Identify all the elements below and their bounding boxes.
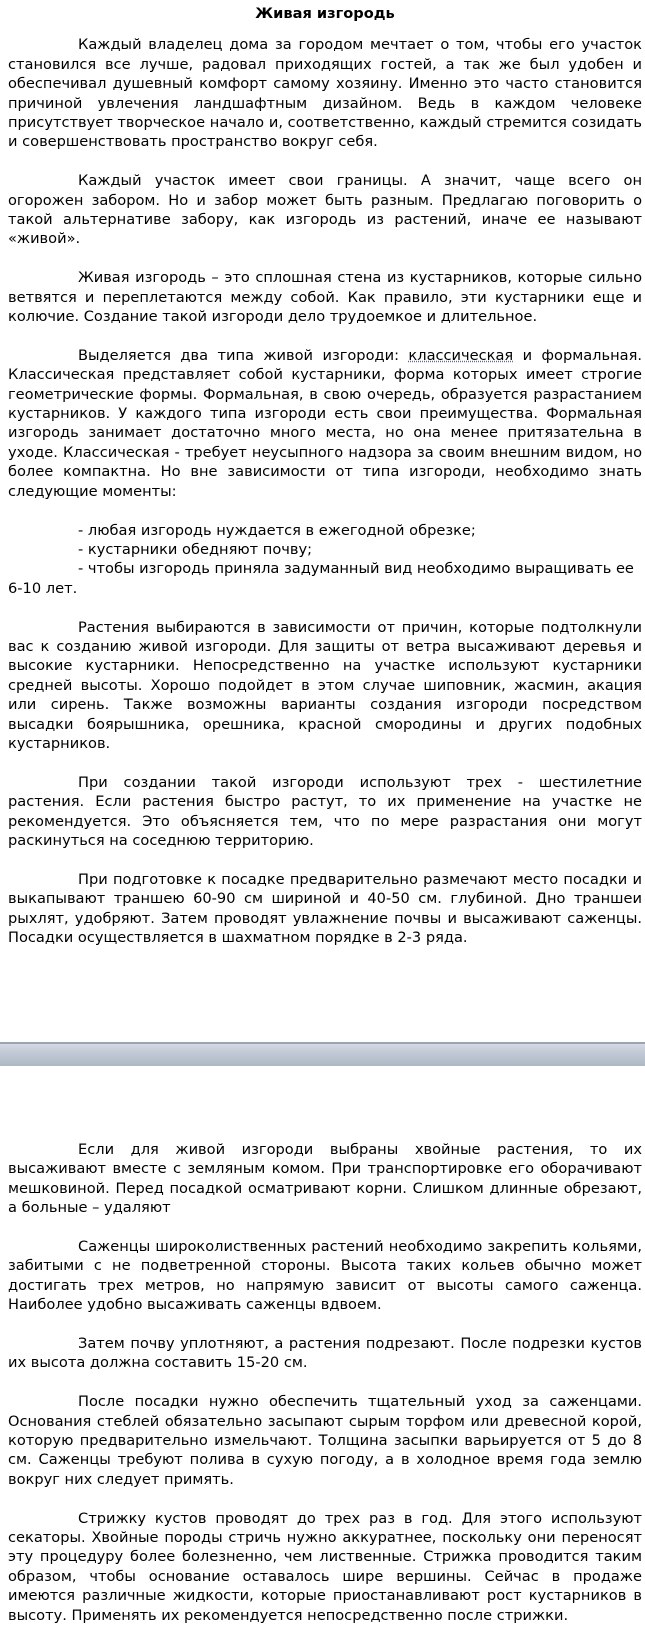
paragraph-plant-age: При создании такой изгороди используют трех - шестилетние растения. Если растения быстро растут, то их применение на участке не рекомендуется. Это объясняется тем, что по мере разрастания они могут раскинуться на соседнюю территорию.	[8, 773, 642, 849]
paragraph-pruning: Стрижку кустов проводят до трех раз в год. Для этого используют секаторы. Хвойные породы стричь нужно аккуратнее, поскольку они переносят эту процедуру более болезненно, чем лиственные. Стрижка проводится таким образом, чтобы основание оставалось шире вершины. Сейчас в продаже имеются различные жидкости, которые приостанавливают рост кустарников в высоту. Применять их рекомендуется непосредственно после стрижки.	[8, 1509, 642, 1624]
paragraph-definition: Живая изгородь – это сплошная стена из кустарников, которые сильно ветвятся и переплетаются между собой. Как правило, эти кустарники еще и колючие. Создание такой изгороди дело трудоемкое и длительное.	[8, 269, 642, 326]
paragraph-preparation: При подготовке к посадке предварительно размечают место посадки и выкапывают траншею 60-90 см шириной и 40-50 см. глубиной. Дно траншеи рыхлят, удобряют. Затем проводят увлажнение почвы и высаживают саженцы. Посадки осуществляется в шахматном порядке в 2-3 ряда.	[8, 870, 642, 946]
paragraph-stakes: Саженцы широколиственных растений необходимо закрепить кольями, забитыми с не подветренной стороны. Высота таких кольев обычно может достигать трех метров, но напрямую зависит от высоты самого саженца. Наиболее удобно высаживать саженцы вдвоем.	[8, 1238, 642, 1314]
types-text-before: Выделяется два типа живой изгороди:	[78, 346, 409, 364]
bullet-list	[8, 521, 642, 599]
paragraph-types	[8, 346, 642, 501]
paragraph-care: После посадки нужно обеспечить тщательный уход за саженцами. Основания стеблей обязательно засыпают сырым торфом или древесной корой, которую предварительно измельчают. Толщина засыпки варьируется от 5 до 8 см. Саженцы требуют полива в сухую погоду, а в холодное время года землю вокруг них следует примять.	[8, 1393, 642, 1488]
document-page-2	[0, 1066, 645, 1644]
paragraph-conifers: Если для живой изгороди выбраны хвойные растения, то их высаживают вместе с земляным комом. При транспортировке его оборачивают мешковиной. Перед посадкой осматривают корни. Слишком длинные обрезают, а больные – удаляют	[8, 1141, 642, 1217]
types-text-after: и формальная. Классическая представляет собой кустарники, форма которых имеет строгие геометрические формы. Формальная, в свою очередь, образуется разрастанием кустарников. У каждого типа изгороди есть свои преимущества. Формальная изгородь занимает достаточно много места, но она менее притязательна в уходе. Классическая - требует неусыпного надзора за своим внешним видом, но более компактна. Но вне зависимости от типа изгороди, необходимо знать следующие моменты:	[8, 346, 642, 500]
paragraph-trimming: Затем почву уплотняют, а растения подрезают. После подрезки кустов их высота должна составить 15-20 см.	[8, 1335, 642, 1372]
page-separator	[0, 1042, 645, 1066]
list-item: - кустарники обедняют почву;	[78, 540, 313, 558]
page-separator-edge	[0, 1042, 645, 1044]
list-item: - чтобы изгородь приняла задуманный вид необходимо выращивать ее 6-10 лет.	[8, 560, 634, 597]
paragraph-intro: Каждый владелец дома за городом мечтает о том, чтобы его участок становился все лучше, радовал приходящих гостей, а так же был удобен и обеспечивал душевный комфорт самому хозяину. Именно это часто становится причиной увлечения ландшафтным дизайном. Ведь в каждом человеке присутствует творческое начало и, соответственно, каждый стремится созидать и совершенствовать пространство вокруг себя.	[8, 36, 642, 151]
paragraph-plant-choice: Растения выбираются в зависимости от причин, которые подтолкнули вас к созданию живой изгороди. Для защиты от ветра высаживают деревья и высокие кустарники. Непосредственно на участке используют кустарники средней высоты. Хорошо подойдет в этом случае шиповник, жасмин, акация или сирень. Также возможны варианты создания изгороди посредством высадки боярышника, орешника, красной смородины и других подобных кустарников.	[8, 618, 642, 752]
document-title: Живая изгородь	[255, 5, 395, 22]
paragraph-borders: Каждый участок имеет свои границы. А значит, чаще всего он огорожен забором. Но и забор может быть разным. Предлагаю поговорить о такой альтернативе забору, как изгородь из растений, иначе ее называют «живой».	[8, 172, 642, 248]
spellcheck-underlined-word: классическая	[408, 346, 514, 364]
list-item: - любая изгородь нуждается в ежегодной обрезке;	[78, 521, 476, 539]
page-1-text	[8, 4, 642, 947]
page-2-text	[8, 1140, 642, 1625]
